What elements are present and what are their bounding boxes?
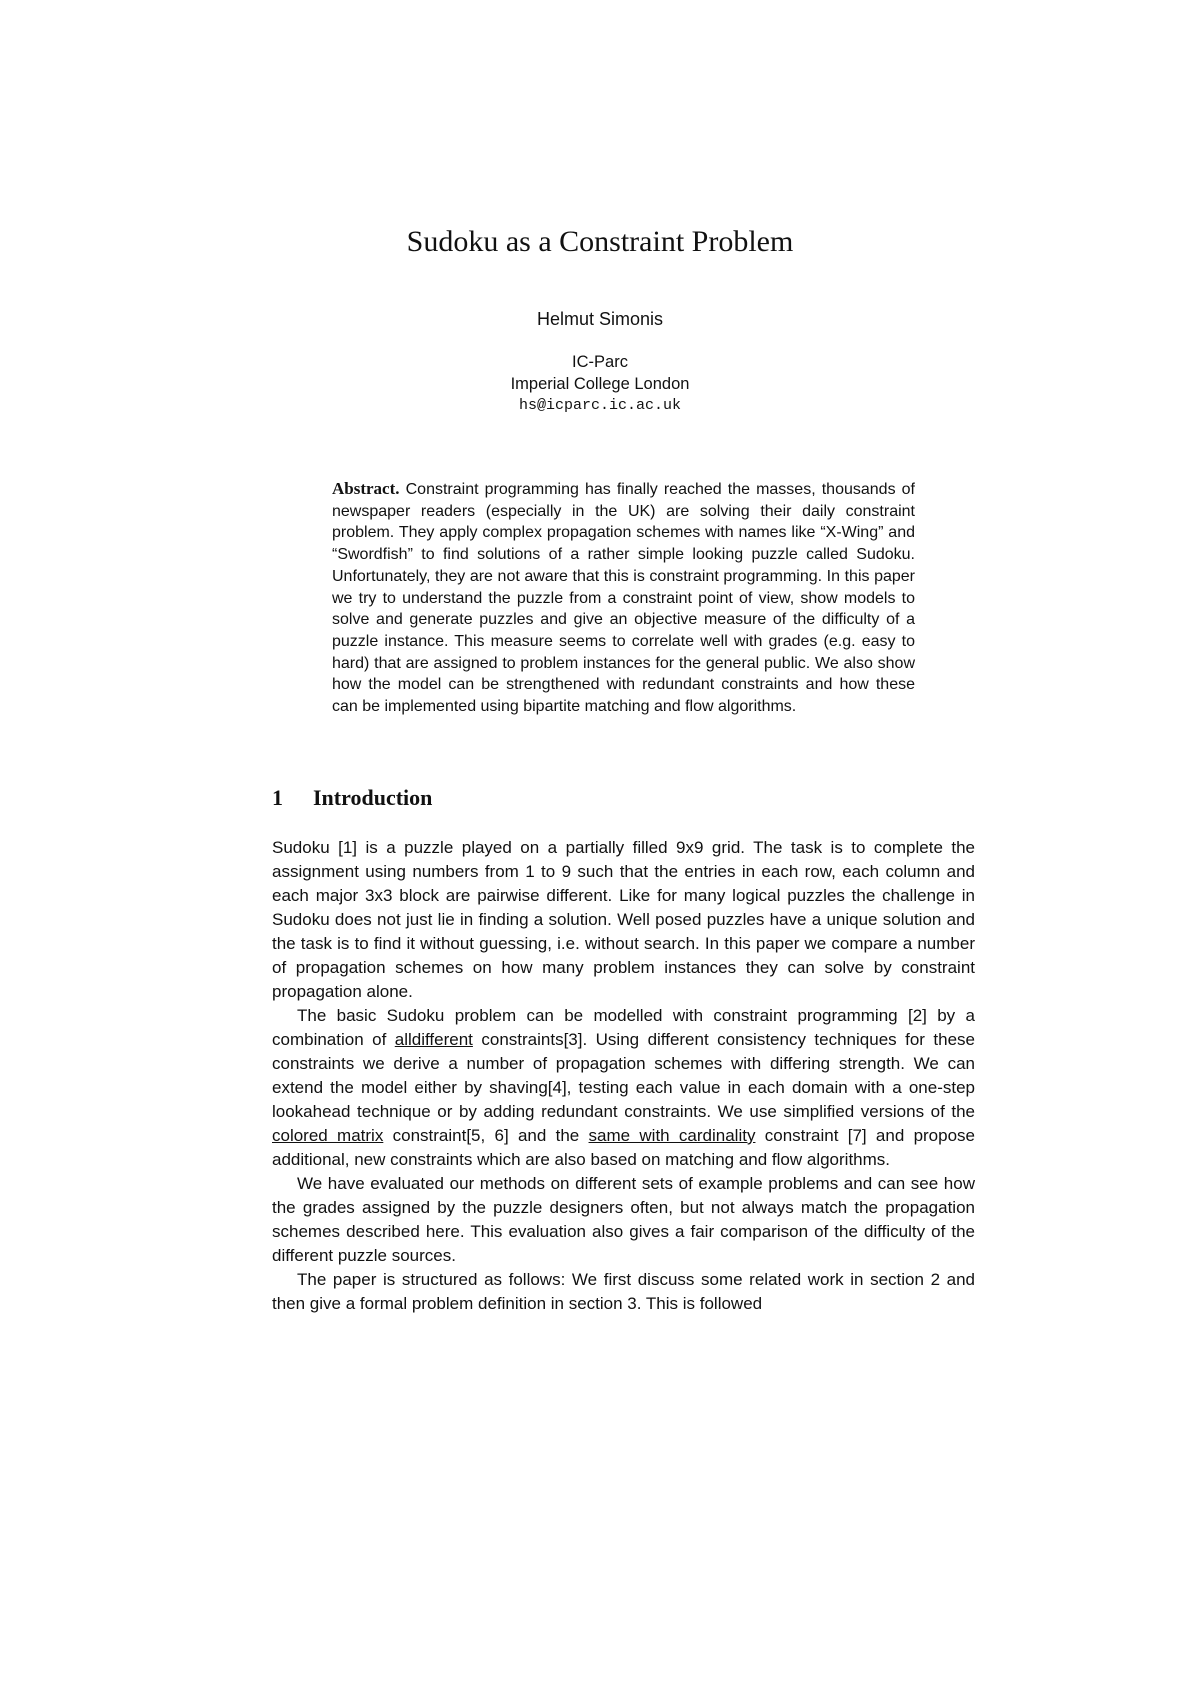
author-email: hs@icparc.ic.ac.uk [518, 397, 682, 414]
affiliation-block [0, 351, 1200, 417]
author-name: Helmut Simonis [536, 309, 664, 329]
affiliation-line: IC-Parc [572, 353, 628, 371]
abstract-text: Constraint programming has finally reached the masses, thousands of newspaper readers (especially in the UK) are solving their daily constraint problem. They apply complex propagation schemes with names like “X-Wing” and “Swordfish” to find solutions of a rather simple looking puzzle called Sudoku. Unfortunately, they are not aware that this is constraint programming. In this paper we try to understand the puzzle from a constraint point of view, show models to solve and generate puzzles and give an objective measure of the difficulty of a puzzle instance. This measure seems to correlate well with grades (e.g. easy to hard) that are assigned to problem instances for the general public. We also show how the model can be strengthened with redundant constraints and how these can be implemented using bipartite matching and flow algorithms. [332, 481, 915, 716]
paragraph: We have evaluated our methods on different sets of example problems and can see how the grades assigned by the puzzle designers often, but not always match the propagation schemes described here. This evaluation also gives a fair comparison of the difficulty of the different puzzle sources. [272, 1174, 975, 1265]
paragraph-text: constraint [7] and propose additional, new constraints which are also based on matching and flow algorithms. [272, 1126, 975, 1169]
constraint-name: alldifferent [394, 1030, 473, 1049]
section-title: Introduction [313, 785, 433, 810]
abstract-label: Abstract. [332, 479, 400, 498]
affiliation-line: Imperial College London [510, 375, 690, 393]
section-heading [272, 784, 432, 812]
paragraph: Sudoku [1] is a puzzle played on a partially filled 9x9 grid. The task is to complete the assignment using numbers from 1 to 9 such that the entries in each row, each column and each major 3x3 block are pairwise different. Like for many logical puzzles the challenge in Sudoku does not just lie in finding a solution. Well posed puzzles have a unique solution and the task is to find it without guessing, i.e. without search. In this paper we compare a number of propagation schemes on how many problem instances they can solve by constraint propagation alone. [272, 838, 975, 1001]
paragraph-text: constraint[5, 6] and the [383, 1126, 589, 1145]
paper-title: Sudoku as a Constraint Problem [406, 225, 794, 258]
paragraph: The paper is structured as follows: We first discuss some related work in section 2 and then give a formal problem definition in section 3. This is followed [272, 1270, 975, 1313]
abstract [332, 478, 915, 718]
section-body [272, 836, 975, 1316]
paragraph [272, 1004, 975, 1172]
paragraph-text: The basic Sudoku problem can be modelled with constraint programming [2] by a combination of [272, 1006, 975, 1049]
section-number: 1 [272, 785, 283, 810]
paragraph-text: constraints[3]. Using different consistency techniques for these constraints we derive a number of propagation schemes with differing strength. We can extend the model either by shaving[4], testing each value in each domain with a one-step lookahead technique or by adding redundant constraints. We use simplified versions of the [272, 1030, 975, 1121]
constraint-name: same with cardinality [588, 1126, 756, 1145]
constraint-name: colored matrix [272, 1126, 384, 1145]
